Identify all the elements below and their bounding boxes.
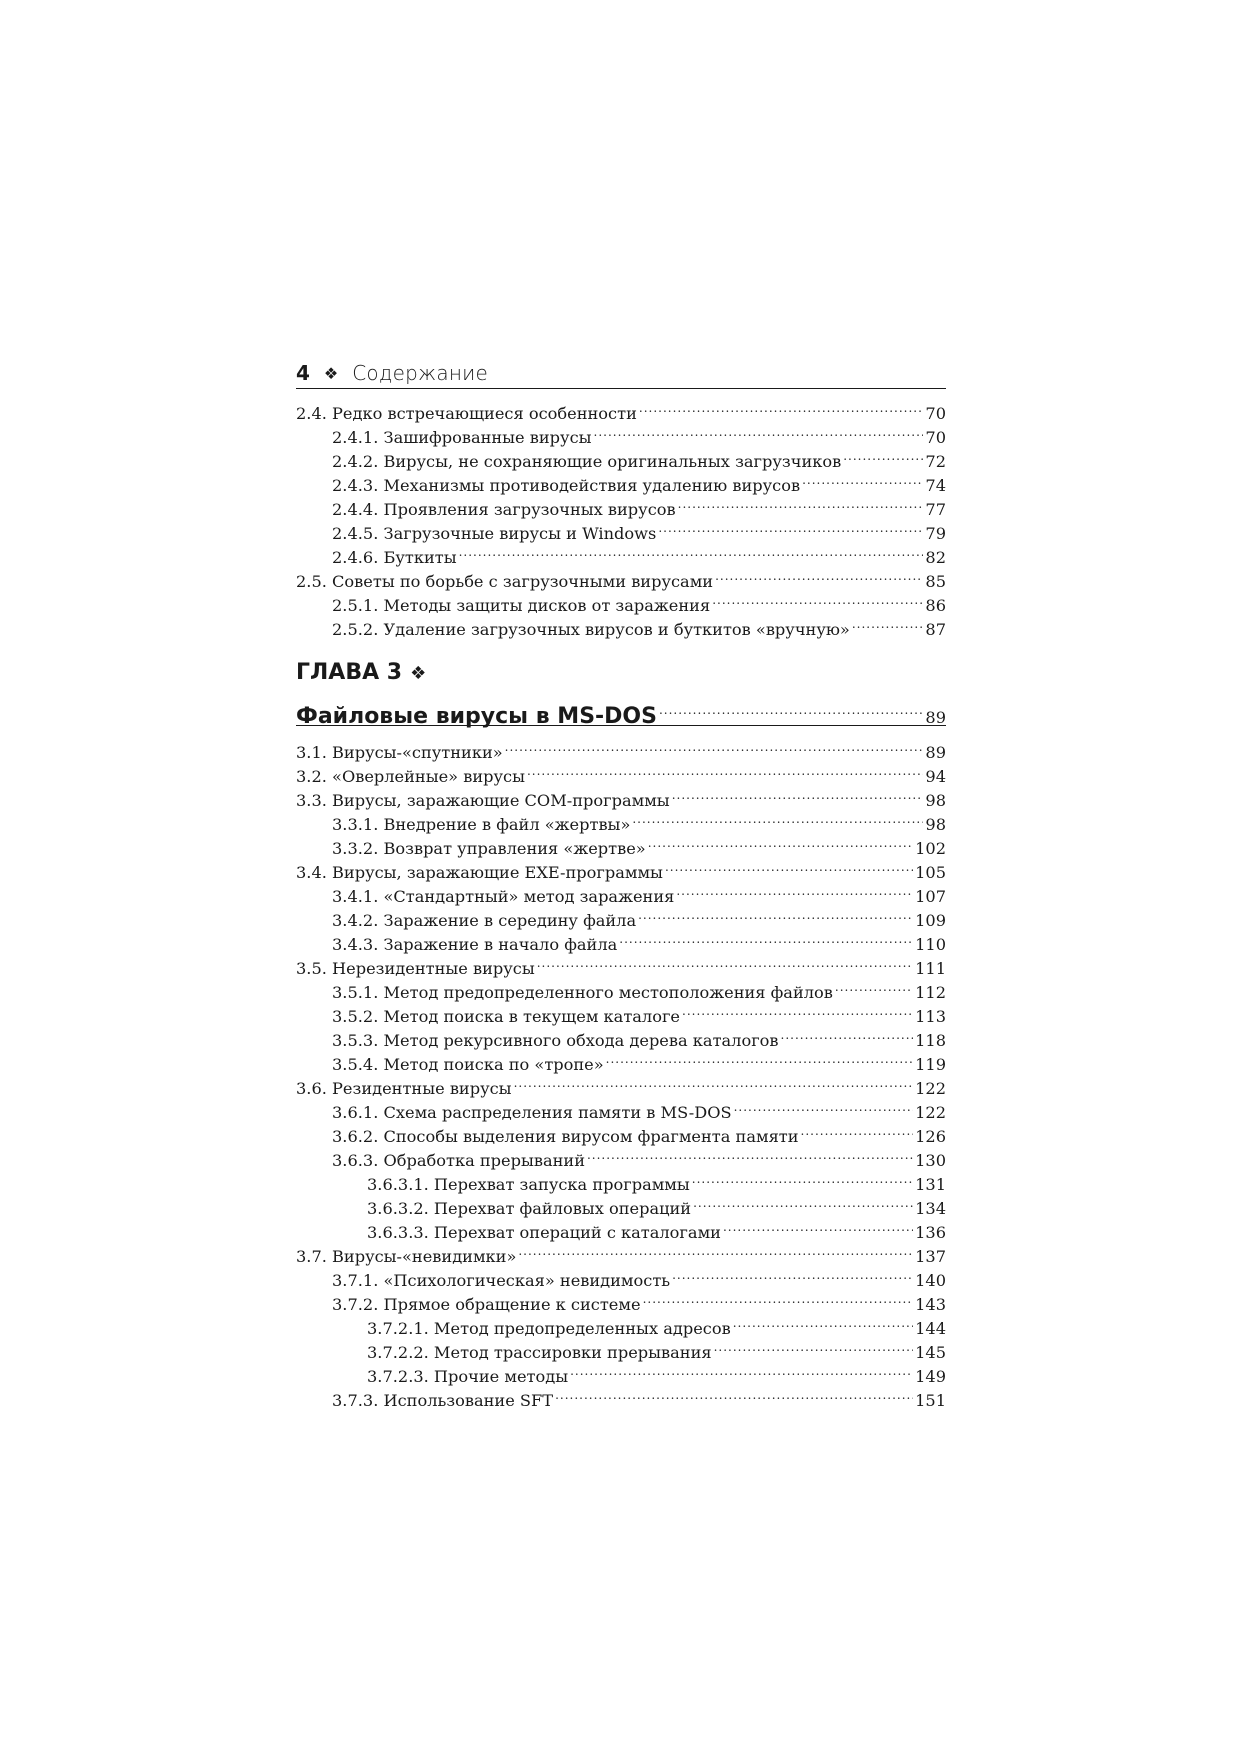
dot-leader [692,1166,913,1190]
dot-leader [693,1190,913,1214]
toc-section-chapter-2 [296,395,946,639]
toc-entry-title: 3.7.3. Использование SFT [332,1391,554,1410]
toc-entry-title: 3.1. Вирусы-«спутники» [296,743,503,762]
dot-leader [712,587,923,611]
toc-entry-title: 3.7.2.1. Метод предопределенных адресов [367,1319,731,1338]
toc-entry-page: 130 [915,1151,946,1170]
dot-leader [632,806,923,830]
toc-entry-title: 3.7.2.2. Метод трассировки прерывания [367,1343,712,1362]
toc-entry-title: 2.5. Советы по борьбе с загрузочными вирусами [296,572,714,591]
toc-entry-title: 2.4.4. Проявления загрузочных вирусов [332,500,676,519]
toc-section-chapter-3 [296,734,946,1410]
dot-leader [723,1214,913,1238]
dot-leader [733,1310,913,1334]
toc-entry-page: 137 [915,1247,946,1266]
toc-entry-page: 122 [915,1079,946,1098]
toc-entry-title: 3.6.3. Обработка прерываний [332,1151,585,1170]
running-head [296,358,946,389]
toc-entry-title: 2.4.6. Буткиты [332,548,457,567]
toc-entry-page: 113 [915,1007,946,1026]
toc-entry-title: 3.4. Вирусы, заражающие EXE-программы [296,863,663,882]
toc-entry-page: 94 [925,767,946,786]
dot-leader [505,734,924,758]
toc-entry-title: 3.4.2. Заражение в середину файла [332,911,637,930]
dot-leader [555,1382,913,1406]
toc-entry-page: 151 [915,1391,946,1410]
toc-entry-page: 87 [925,620,946,639]
toc-entry-title: 3.7.2. Прямое обращение к системе [332,1295,641,1314]
toc-entry-title: 3.5.1. Метод предопределенного местоположения файлов [332,983,833,1002]
toc-entry-title: 3.7. Вирусы-«невидимки» [296,1247,517,1266]
toc-entry-page: 107 [915,887,946,906]
toc-entry-title: 3.6.2. Способы выделения вирусом фрагмента памяти [332,1127,799,1146]
toc-entry-title: 2.4. Редко встречающиеся особенности [296,404,637,423]
toc-entry-page: 77 [925,500,946,519]
dot-leader [678,491,924,515]
running-head-title: Содержание [352,361,488,385]
toc-entry-page: 149 [915,1367,946,1386]
chapter-page-number: 89 [925,708,946,727]
toc-entry-page: 111 [915,959,946,978]
dot-leader [658,515,923,539]
dot-leader [619,926,913,950]
toc-entry-page: 140 [915,1271,946,1290]
chapter-heading [296,657,946,729]
toc-entry-page: 85 [925,572,946,591]
dot-leader [606,1046,913,1070]
toc-entry[interactable] [296,734,946,762]
toc-entry-page: 119 [915,1055,946,1074]
toc-entry-title: 3.3.1. Внедрение в файл «жертвы» [332,815,631,834]
toc-entry-title: 2.5.1. Методы защиты дисков от заражения [332,596,711,615]
toc-entry-title: 2.4.2. Вирусы, не сохраняющие оригинальных загрузчиков [332,452,842,471]
toc-entry-page: 112 [915,983,946,1002]
toc-entry-title: 3.5.4. Метод поиска по «тропе» [332,1055,604,1074]
dot-leader [659,689,923,723]
dot-leader [672,782,924,806]
toc-entry-title: 3.6.1. Схема распределения памяти в MS-DOS [332,1103,732,1122]
toc-entry-title: 3.5.2. Метод поиска в текущем каталоге [332,1007,681,1026]
dot-leader [715,563,923,587]
diamond-ornament-icon: ❖ [410,663,427,684]
toc-entry-title: 2.4.5. Загрузочные вирусы и Windows [332,524,657,543]
dot-leader [852,611,924,635]
dot-leader [734,1094,914,1118]
dot-leader [638,902,913,926]
toc-entry-page: 98 [925,815,946,834]
toc-entry-title: 3.3.2. Возврат управления «жертве» [332,839,646,858]
toc-entry-page: 102 [915,839,946,858]
toc-entry-title: 2.4.1. Зашифрованные вирусы [332,428,592,447]
dot-leader [835,974,913,998]
dot-leader [781,1022,914,1046]
toc-entry-page: 72 [925,452,946,471]
dot-leader [570,1358,913,1382]
dot-leader [802,467,923,491]
toc-entry-page: 79 [925,524,946,543]
toc-entry-page: 89 [925,743,946,762]
toc-entry-page: 118 [915,1031,946,1050]
dot-leader [587,1142,913,1166]
toc-entry-title: 3.5. Нерезидентные вирусы [296,959,535,978]
toc-entry-title: 3.6.3.1. Перехват запуска программы [367,1175,690,1194]
dot-leader [639,395,924,419]
toc-entry-page: 122 [915,1103,946,1122]
toc-entry-page: 98 [925,791,946,810]
toc-entry-page: 86 [925,596,946,615]
toc-entry-title: 3.2. «Оверлейные» вирусы [296,767,525,786]
toc-entry-page: 74 [925,476,946,495]
toc-entry-page: 145 [915,1343,946,1362]
toc-entry-title: 3.3. Вирусы, заражающие COM-программы [296,791,670,810]
toc-entry-title: 3.6.3.2. Перехват файловых операций [367,1199,692,1218]
toc-entry-page: 109 [915,911,946,930]
toc-entry-page: 131 [915,1175,946,1194]
dot-leader [518,1238,913,1262]
dot-leader [594,419,924,443]
chapter-label-text: ГЛАВА 3 [296,660,403,685]
dot-leader [714,1334,914,1358]
chapter-title-row[interactable] [296,689,946,729]
toc-entry-title: 3.7.2.3. Прочие методы [367,1367,569,1386]
dot-leader [514,1070,914,1094]
dot-leader [801,1118,914,1142]
dot-leader [676,878,913,902]
dot-leader [537,950,913,974]
toc-entry-title: 3.6. Резидентные вирусы [296,1079,512,1098]
toc-entry-title: 3.7.1. «Психологическая» невидимость [332,1271,671,1290]
dot-leader [648,830,913,854]
toc-entry-page: 70 [925,404,946,423]
toc-entry-page: 144 [915,1319,946,1338]
toc-entry[interactable] [296,395,946,423]
chapter-label [296,657,946,689]
toc-entry-title: 3.6.3.3. Перехват операций с каталогами [367,1223,721,1242]
dot-leader [843,443,923,467]
toc-entry-page: 70 [925,428,946,447]
toc-entry-page: 134 [915,1199,946,1218]
toc-entry-page: 143 [915,1295,946,1314]
dot-leader [672,1262,913,1286]
toc-entry-title: 2.5.2. Удаление загрузочных вирусов и буткитов «вручную» [332,620,850,639]
toc-entry-title: 3.4.3. Заражение в начало файла [332,935,618,954]
toc-entry-page: 126 [915,1127,946,1146]
toc-entry-title: 2.4.3. Механизмы противодействия удалению вирусов [332,476,801,495]
dot-leader [682,998,913,1022]
toc-entry-page: 110 [915,935,946,954]
toc-entry-page: 82 [925,548,946,567]
toc-entry-page: 136 [915,1223,946,1242]
toc-entry-title: 3.5.3. Метод рекурсивного обхода дерева каталогов [332,1031,779,1050]
dot-leader [643,1286,914,1310]
toc-entry-title: 3.4.1. «Стандартный» метод заражения [332,887,675,906]
diamond-ornament-icon: ❖ [323,363,339,383]
dot-leader [459,539,924,563]
toc-page [296,358,946,1410]
dot-leader [665,854,913,878]
chapter-title: Файловые вирусы в MS-DOS [296,704,657,729]
toc-entry-page: 105 [915,863,946,882]
dot-leader [527,758,923,782]
page-number: 4 [296,361,310,385]
